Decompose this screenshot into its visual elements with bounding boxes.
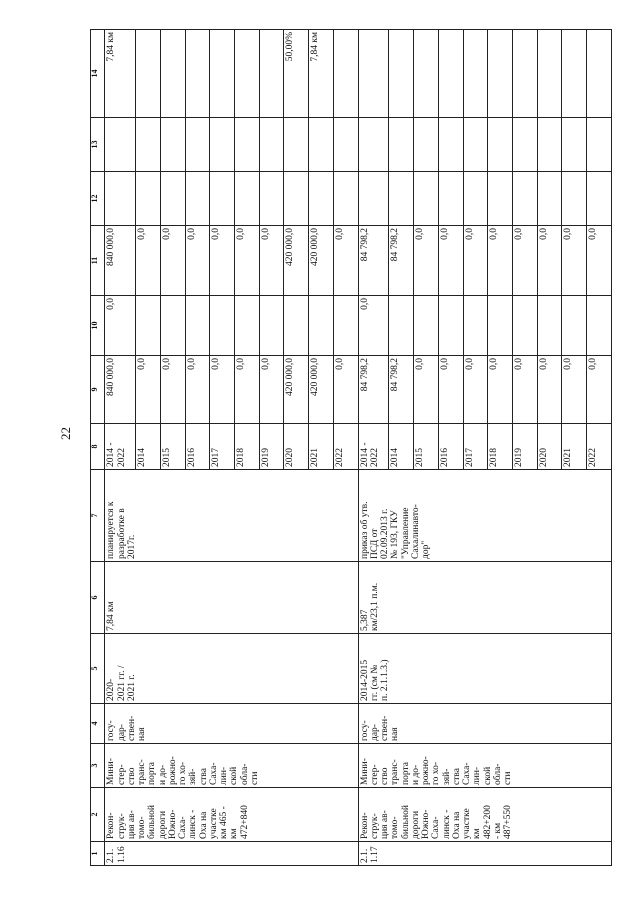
funding-col-10-empty <box>235 296 260 356</box>
total-funding: 84 798,2 <box>358 356 389 424</box>
construction-period: 2020- 2021 гг. / 2021 г. <box>105 634 358 704</box>
program-table <box>90 29 612 866</box>
funding-col-13 <box>185 118 210 172</box>
regional-funding: 84 798,2 <box>358 226 389 296</box>
regional-funding: 420 000,0 <box>284 226 309 296</box>
regional-funding: 0,0 <box>562 226 587 296</box>
result-indicator <box>259 30 284 118</box>
year: 2015 <box>160 424 185 470</box>
capacity: 7,84 км <box>105 562 358 634</box>
result-indicator: 7,84 км <box>105 30 136 118</box>
total-funding: 0,0 <box>562 356 587 424</box>
funding-col-13 <box>105 118 136 172</box>
total-funding: 420 000,0 <box>309 356 334 424</box>
item-number: 2.1. 1.17 <box>358 842 611 866</box>
year: 2018 <box>235 424 260 470</box>
total-funding: 0,0 <box>587 356 612 424</box>
year: 2019 <box>259 424 284 470</box>
column-number-row <box>91 30 105 866</box>
col-3-header: 3 <box>91 744 105 788</box>
funding-col-10-empty <box>389 296 414 356</box>
object-name: Рекон- струк- ция ав- томо- бильной дороги Южно- Саха- линск - Оха на участке км 482+200 - км 487+550 <box>358 788 611 842</box>
total-funding: 0,0 <box>414 356 439 424</box>
funding-col-12 <box>160 172 185 226</box>
regional-funding: 0,0 <box>414 226 439 296</box>
rotated-table-wrapper <box>90 30 612 866</box>
year: 2016 <box>185 424 210 470</box>
col-13-header: 13 <box>91 118 105 172</box>
total-funding: 0,0 <box>259 356 284 424</box>
funding-col-10: 0,0 <box>105 296 136 356</box>
funding-col-10-empty <box>160 296 185 356</box>
funding-col-10-empty <box>463 296 488 356</box>
year: 2022 <box>587 424 612 470</box>
funding-col-10-empty <box>512 296 537 356</box>
year: 2017 <box>210 424 235 470</box>
funding-col-12 <box>105 172 136 226</box>
regional-funding: 0,0 <box>463 226 488 296</box>
funding-col-13 <box>414 118 439 172</box>
funding-col-10-empty <box>259 296 284 356</box>
funding-col-12 <box>235 172 260 226</box>
regional-funding: 420 000,0 <box>309 226 334 296</box>
regional-funding: 0,0 <box>333 226 358 296</box>
result-indicator <box>587 30 612 118</box>
result-indicator <box>463 30 488 118</box>
page-number: 22 <box>58 427 73 440</box>
customer: Мини- стер- ство транс- порта и до- рожно- го хо- зяй- ства Саха- лин- ской обла- сти <box>358 744 611 788</box>
regional-funding: 840 000,0 <box>105 226 136 296</box>
funding-col-10-empty <box>488 296 513 356</box>
result-indicator <box>512 30 537 118</box>
funding-col-13 <box>284 118 309 172</box>
funding-col-12 <box>512 172 537 226</box>
funding-col-10-empty <box>284 296 309 356</box>
result-indicator <box>438 30 463 118</box>
funding-col-13 <box>259 118 284 172</box>
year: 2022 <box>333 424 358 470</box>
funding-col-10-empty <box>438 296 463 356</box>
col-5-header: 5 <box>91 634 105 704</box>
funding-col-12 <box>309 172 334 226</box>
result-indicator <box>414 30 439 118</box>
result-indicator <box>389 30 414 118</box>
funding-col-12 <box>562 172 587 226</box>
object-name: Рекон- струк- ция ав- томо- бильной дороги Южно- Саха- линск - Оха на участке км 465 - км 472+840 <box>105 788 358 842</box>
funding-col-13 <box>389 118 414 172</box>
capacity: 5,387 км/23,1 п.м. <box>358 562 611 634</box>
regional-funding: 0,0 <box>587 226 612 296</box>
result-indicator <box>333 30 358 118</box>
funding-col-10-empty <box>309 296 334 356</box>
year: 2020 <box>537 424 562 470</box>
year: 2020 <box>284 424 309 470</box>
funding-col-13 <box>210 118 235 172</box>
regional-funding: 0,0 <box>235 226 260 296</box>
funding-col-10-empty <box>185 296 210 356</box>
funding-col-10-empty <box>537 296 562 356</box>
year: 2014 <box>136 424 161 470</box>
funding-col-12 <box>136 172 161 226</box>
total-funding: 84 798,2 <box>389 356 414 424</box>
design-status: планируется к разработке в 2017г. <box>105 470 358 562</box>
regional-funding: 0,0 <box>512 226 537 296</box>
regional-funding: 0,0 <box>259 226 284 296</box>
funding-col-13 <box>235 118 260 172</box>
funding-col-12 <box>587 172 612 226</box>
result-indicator <box>235 30 260 118</box>
funding-col-10-empty <box>210 296 235 356</box>
col-7-header: 7 <box>91 470 105 562</box>
funding-col-10: 0,0 <box>358 296 389 356</box>
result-indicator <box>210 30 235 118</box>
funding-col-13 <box>438 118 463 172</box>
funding-col-12 <box>259 172 284 226</box>
total-funding: 0,0 <box>333 356 358 424</box>
table-row <box>105 30 136 866</box>
result-indicator <box>488 30 513 118</box>
regional-funding: 0,0 <box>160 226 185 296</box>
col-4-header: 4 <box>91 704 105 744</box>
construction-period: 2014-2015 гг. (см № п. 2.1.1.3.) <box>358 634 611 704</box>
funding-col-13 <box>537 118 562 172</box>
year: 2014 - 2022 <box>105 424 136 470</box>
result-indicator <box>136 30 161 118</box>
total-funding: 840 000,0 <box>105 356 136 424</box>
ownership-form: госу- дар- ствен- ная <box>358 704 611 744</box>
year: 2015 <box>414 424 439 470</box>
col-2-header: 2 <box>91 788 105 842</box>
funding-col-13 <box>358 118 389 172</box>
year: 2017 <box>463 424 488 470</box>
item-number: 2.1. 1.16 <box>105 842 358 866</box>
funding-col-12 <box>210 172 235 226</box>
funding-col-13 <box>463 118 488 172</box>
funding-col-12 <box>333 172 358 226</box>
regional-funding: 0,0 <box>488 226 513 296</box>
funding-col-10-empty <box>136 296 161 356</box>
funding-col-12 <box>414 172 439 226</box>
funding-col-10-empty <box>562 296 587 356</box>
year: 2019 <box>512 424 537 470</box>
col-10-header: 10 <box>91 296 105 356</box>
funding-col-13 <box>562 118 587 172</box>
year: 2014 - 2022 <box>358 424 389 470</box>
col-1-header: 1 <box>91 842 105 866</box>
year: 2021 <box>309 424 334 470</box>
total-funding: 0,0 <box>488 356 513 424</box>
funding-col-10-empty <box>414 296 439 356</box>
total-funding: 0,0 <box>438 356 463 424</box>
col-11-header: 11 <box>91 226 105 296</box>
customer: Мини- стер- ство транс- порта и до- рожно- го хо- зяй- ства Саха- лин- ской обла- сти <box>105 744 358 788</box>
year: 2018 <box>488 424 513 470</box>
regional-funding: 84 798,2 <box>389 226 414 296</box>
regional-funding: 0,0 <box>210 226 235 296</box>
col-14-header: 14 <box>91 30 105 118</box>
result-indicator <box>160 30 185 118</box>
regional-funding: 0,0 <box>136 226 161 296</box>
col-12-header: 12 <box>91 172 105 226</box>
funding-col-13 <box>136 118 161 172</box>
total-funding: 0,0 <box>136 356 161 424</box>
year: 2014 <box>389 424 414 470</box>
year: 2021 <box>562 424 587 470</box>
funding-col-12 <box>284 172 309 226</box>
funding-col-13 <box>309 118 334 172</box>
regional-funding: 0,0 <box>438 226 463 296</box>
col-8-header: 8 <box>91 424 105 470</box>
result-indicator <box>185 30 210 118</box>
funding-col-13 <box>587 118 612 172</box>
funding-col-13 <box>488 118 513 172</box>
total-funding: 0,0 <box>160 356 185 424</box>
total-funding: 0,0 <box>235 356 260 424</box>
design-status: приказ об утв. ПСД от 02.09.2013 г. № 193, ГКУ "Управление Сахалинавто- дор" <box>358 470 611 562</box>
total-funding: 0,0 <box>537 356 562 424</box>
regional-funding: 0,0 <box>537 226 562 296</box>
regional-funding: 0,0 <box>185 226 210 296</box>
ownership-form: госу- дар- ствен- ная <box>105 704 358 744</box>
funding-col-13 <box>160 118 185 172</box>
funding-col-12 <box>185 172 210 226</box>
col-9-header: 9 <box>91 356 105 424</box>
funding-col-10-empty <box>333 296 358 356</box>
table-row <box>358 30 389 866</box>
funding-col-12 <box>438 172 463 226</box>
total-funding: 0,0 <box>210 356 235 424</box>
result-indicator <box>358 30 389 118</box>
funding-col-13 <box>512 118 537 172</box>
funding-col-10-empty <box>587 296 612 356</box>
funding-col-12 <box>463 172 488 226</box>
result-indicator <box>562 30 587 118</box>
funding-col-13 <box>333 118 358 172</box>
total-funding: 420 000,0 <box>284 356 309 424</box>
result-indicator <box>537 30 562 118</box>
result-indicator: 7,84 км <box>309 30 334 118</box>
total-funding: 0,0 <box>185 356 210 424</box>
total-funding: 0,0 <box>463 356 488 424</box>
result-indicator: 50,00% <box>284 30 309 118</box>
total-funding: 0,0 <box>512 356 537 424</box>
funding-col-12 <box>358 172 389 226</box>
year: 2016 <box>438 424 463 470</box>
col-6-header: 6 <box>91 562 105 634</box>
funding-col-12 <box>537 172 562 226</box>
funding-col-12 <box>488 172 513 226</box>
funding-col-12 <box>389 172 414 226</box>
